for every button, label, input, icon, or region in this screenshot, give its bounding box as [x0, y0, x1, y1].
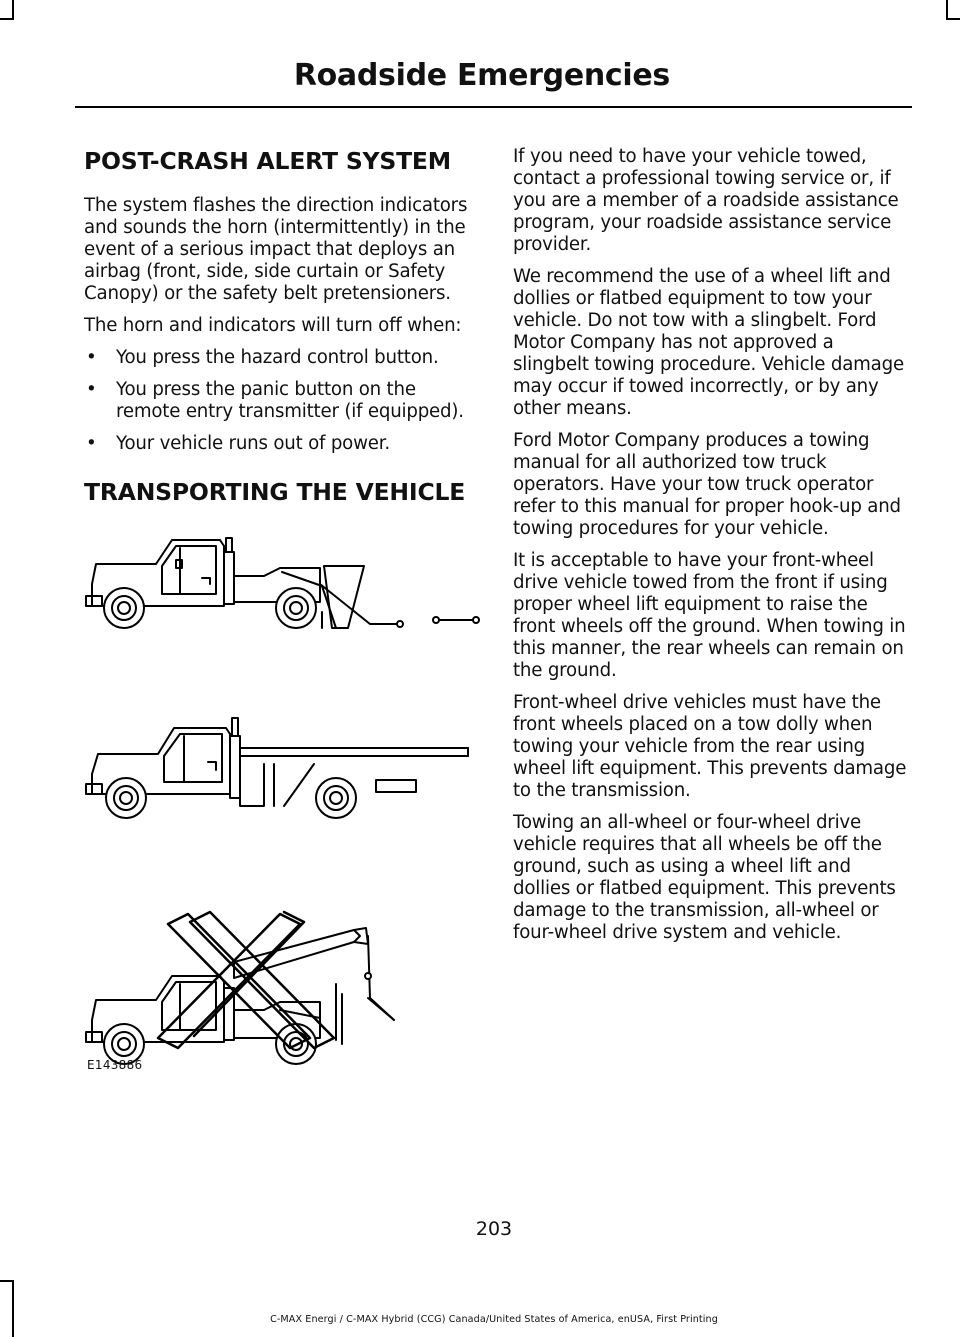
left-column	[84, 146, 479, 526]
bullet-list	[84, 347, 479, 455]
right-column	[513, 146, 911, 954]
paragraph: The system flashes the direction indicators and sounds the horn (intermittently) in the event of a serious impact that deploys an airbag (front, side, side curtain or Safety Canopy) or the safety belt pretensioners.	[84, 195, 468, 304]
bullet-item: • Your vehicle runs out of power.	[84, 433, 479, 455]
section-heading-transporting: TRANSPORTING THE VEHICLE	[84, 478, 466, 506]
flatbed-truck	[86, 718, 468, 818]
wheel-lift-truck	[86, 538, 479, 628]
bullet-item: • You press the panic button on the remote entry transmitter (if equipped).	[84, 379, 479, 423]
figure-code: E143886	[87, 1058, 143, 1072]
crop-mark-top-left-h	[0, 18, 14, 20]
paragraph: It is acceptable to have your front-wheel drive vehicle towed from the front if using proper wheel lift equipment to raise the front wheels off the ground. When towing in this manner, the rear wheels can remain on the ground.	[513, 550, 906, 681]
crop-mark-top-right-h	[946, 18, 960, 20]
section-heading-post-crash: POST-CRASH ALERT SYSTEM	[84, 147, 451, 175]
paragraph: If you need to have your vehicle towed, contact a professional towing service or, if you are a member of a roadside assistance program, your roadside assistance service provider.	[513, 146, 899, 255]
page-header-title: Roadside Emergencies	[293, 58, 670, 93]
paragraph: Front-wheel drive vehicles must have the front wheels placed on a tow dolly when towing your vehicle from the rear using wheel lift equipment. This prevents damage to the transmission.	[513, 692, 907, 801]
paragraph: The horn and indicators will turn off when:	[84, 315, 462, 336]
tow-truck-illustration	[84, 524, 484, 1080]
page-number: 203	[475, 1218, 513, 1240]
crop-mark-bottom-left-h	[0, 1280, 14, 1282]
paragraph: We recommend the use of a wheel lift and dollies or flatbed equipment to tow your vehicle. Do not tow with a slingbelt. Ford Motor Company has not approved a slingbelt towing procedure. Vehicle damage may occur if towed incorrectly, or by any other means.	[513, 266, 904, 419]
crop-mark-top-left	[12, 0, 14, 20]
footer-text: C-MAX Energi / C-MAX Hybrid (CCG) Canada/United States of America, enUSA, First Printing	[270, 1314, 718, 1325]
crop-mark-bottom-left	[12, 1280, 14, 1337]
bullet-item: • You press the hazard control button.	[84, 347, 479, 369]
crop-mark-top-right	[946, 0, 948, 20]
paragraph: Towing an all-wheel or four-wheel drive vehicle requires that all wheels be off the ground, such as using a wheel lift and dollies or flatbed equipment. This prevents damage to the transmission, all-wheel or four-wheel drive system and vehicle.	[513, 812, 896, 943]
header-rule	[75, 106, 912, 108]
paragraph: Ford Motor Company produces a towing manual for all authorized tow truck operators. Have your tow truck operator refer to this manual for proper hook-up and towing procedures for your vehicle.	[513, 430, 901, 539]
